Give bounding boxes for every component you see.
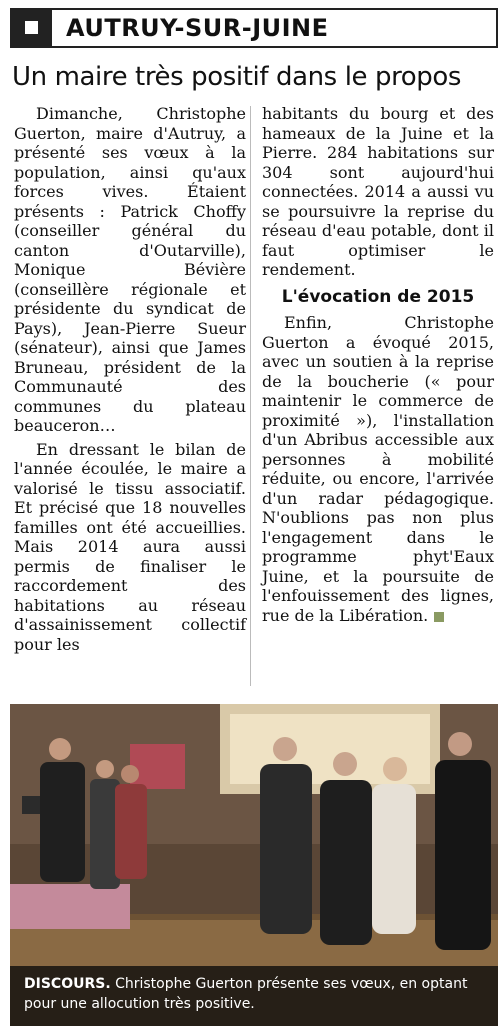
photo-caption [10, 966, 498, 1026]
paragraph-bilan: En dressant le bilan de l'année écoulée, le maire a valorisé le tissu associatif. Et précisé que 18 nouvelles familles ont été accueillies. Mais 2014 aura aussi permis de finaliser le raccordement des habitations au réseau d'assainissement collectif pour les [14, 439, 246, 654]
end-mark-icon [434, 612, 444, 622]
column-divider [250, 106, 251, 686]
section-marker-icon [12, 10, 52, 46]
section-header [10, 8, 498, 48]
caption-text: Christophe Guerton présente ses vœux, en optant pour une allocution très positive. [24, 976, 468, 1012]
column-left [14, 104, 246, 654]
paragraph-2015-text: Enfin, Christophe Guerton a évoqué 2015, avec un soutien à la reprise de la boucherie (« pour maintenir le commerce de proximité »), l'installation d'un Abribus accessible aux personnes à mobilité réduite, ou encore, l'arrivée d'un radar pédagogique. N'oublions pas non plus l'engagement dans le programme phyt'Eaux Juine, et la poursuite de l'enfouissement des lignes, rue de la Libération. [262, 313, 494, 625]
paragraph-intro: Dimanche, Christophe Guerton, maire d'Autruy, a présenté ses vœux à la population, ainsi qu'aux forces vives. Étaient présents : Patrick Choffy (conseiller général du canton d'Outarville), Monique Bévière (conseillère régionale et présidente du syndicat de Pays), Jean-Pierre Sueur (sénateur), ainsi que James Bruneau, président de la Communauté des communes du plateau beauceron… [14, 104, 246, 435]
article-photo [10, 704, 498, 1026]
paragraph-continued: habitants du bourg et des hameaux de la Juine et la Pierre. 284 habitations sur 304 sont aujourd'hui connectées. 2014 a aussi vu se poursuivre la reprise du réseau d'eau potable, dont il faut optimiser le rendement. [262, 104, 494, 279]
town-name: AUTRUY-SUR-JUINE [66, 14, 329, 42]
subheading: L'évocation de 2015 [281, 286, 475, 307]
column-right [262, 104, 494, 625]
article-headline: Un maire très positif dans le propos [12, 62, 462, 92]
paragraph-2015 [262, 313, 494, 625]
caption-lead: DISCOURS. [24, 976, 111, 992]
